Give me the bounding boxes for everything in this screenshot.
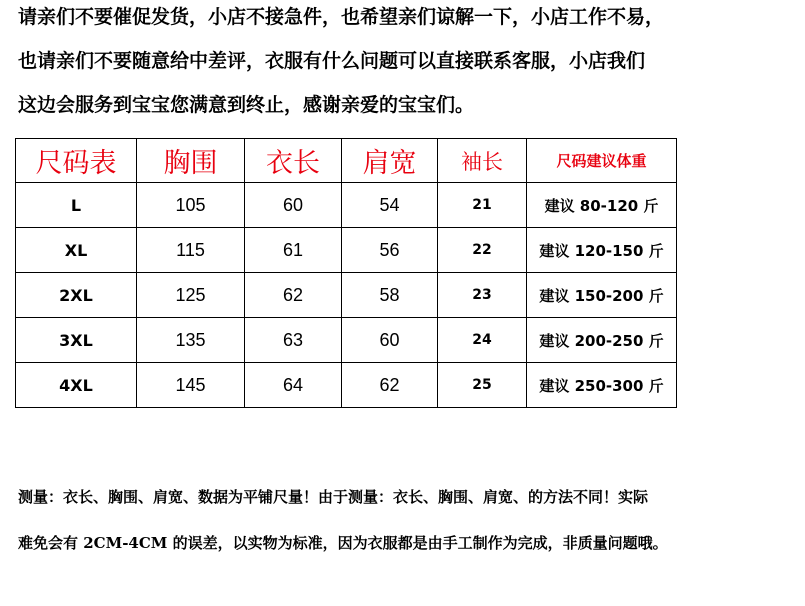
cell-chest: 125 — [137, 273, 245, 318]
intro-line: 这边会服务到宝宝您满意到终止，感谢亲爱的宝宝们。 — [18, 94, 475, 116]
cell-shoulder: 62 — [342, 363, 438, 408]
cell-sleeve: 24 — [438, 318, 527, 363]
header-size: 尺码表 — [16, 139, 137, 183]
cell-size: L — [16, 183, 137, 228]
cell-size: XL — [16, 228, 137, 273]
header-length: 衣长 — [245, 139, 342, 183]
cell-length: 61 — [245, 228, 342, 273]
cell-sleeve: 22 — [438, 228, 527, 273]
cell-chest: 135 — [137, 318, 245, 363]
cell-size: 3XL — [16, 318, 137, 363]
header-shoulder: 肩宽 — [342, 139, 438, 183]
intro-line: 也请亲们不要随意给中差评，衣服有什么问题可以直接联系客服，小店我们 — [18, 50, 646, 72]
table-row — [16, 363, 677, 408]
cell-chest: 105 — [137, 183, 245, 228]
cell-chest: 115 — [137, 228, 245, 273]
cell-sleeve: 25 — [438, 363, 527, 408]
cell-shoulder: 60 — [342, 318, 438, 363]
header-weight: 尺码建议体重 — [527, 139, 677, 183]
cell-weight: 建议 120-150 斤 — [527, 228, 677, 273]
cell-shoulder: 58 — [342, 273, 438, 318]
cell-length: 64 — [245, 363, 342, 408]
table-row — [16, 318, 677, 363]
intro-paragraph — [18, 0, 798, 130]
size-chart-table — [15, 138, 677, 408]
header-sleeve: 袖长 — [438, 139, 527, 183]
cell-length: 60 — [245, 183, 342, 228]
table-row — [16, 273, 677, 318]
cell-weight: 建议 150-200 斤 — [527, 273, 677, 318]
cell-weight: 建议 200-250 斤 — [527, 318, 677, 363]
cell-length: 62 — [245, 273, 342, 318]
cell-weight: 建议 250-300 斤 — [527, 363, 677, 408]
cell-chest: 145 — [137, 363, 245, 408]
note-line: 测量：衣长、胸围、肩宽、数据为平铺尺量！由于测量：衣长、胸围、肩宽、的方法不同！实际 — [18, 488, 649, 506]
table-header-row — [16, 139, 677, 183]
cell-sleeve: 23 — [438, 273, 527, 318]
cell-shoulder: 54 — [342, 183, 438, 228]
note-line: 难免会有 2CM-4CM 的误差，以实物为标准，因为衣服都是由手工制作为完成，非质量问题哦。 — [18, 534, 668, 552]
cell-weight: 建议 80-120 斤 — [527, 183, 677, 228]
cell-sleeve: 21 — [438, 183, 527, 228]
table-row — [16, 228, 677, 273]
header-chest: 胸围 — [137, 139, 245, 183]
cell-size: 4XL — [16, 363, 137, 408]
measurement-note — [18, 480, 803, 572]
cell-length: 63 — [245, 318, 342, 363]
cell-shoulder: 56 — [342, 228, 438, 273]
table-row — [16, 183, 677, 228]
intro-line: 请亲们不要催促发货，小店不接急件，也希望亲们谅解一下，小店工作不易， — [18, 6, 665, 28]
cell-size: 2XL — [16, 273, 137, 318]
